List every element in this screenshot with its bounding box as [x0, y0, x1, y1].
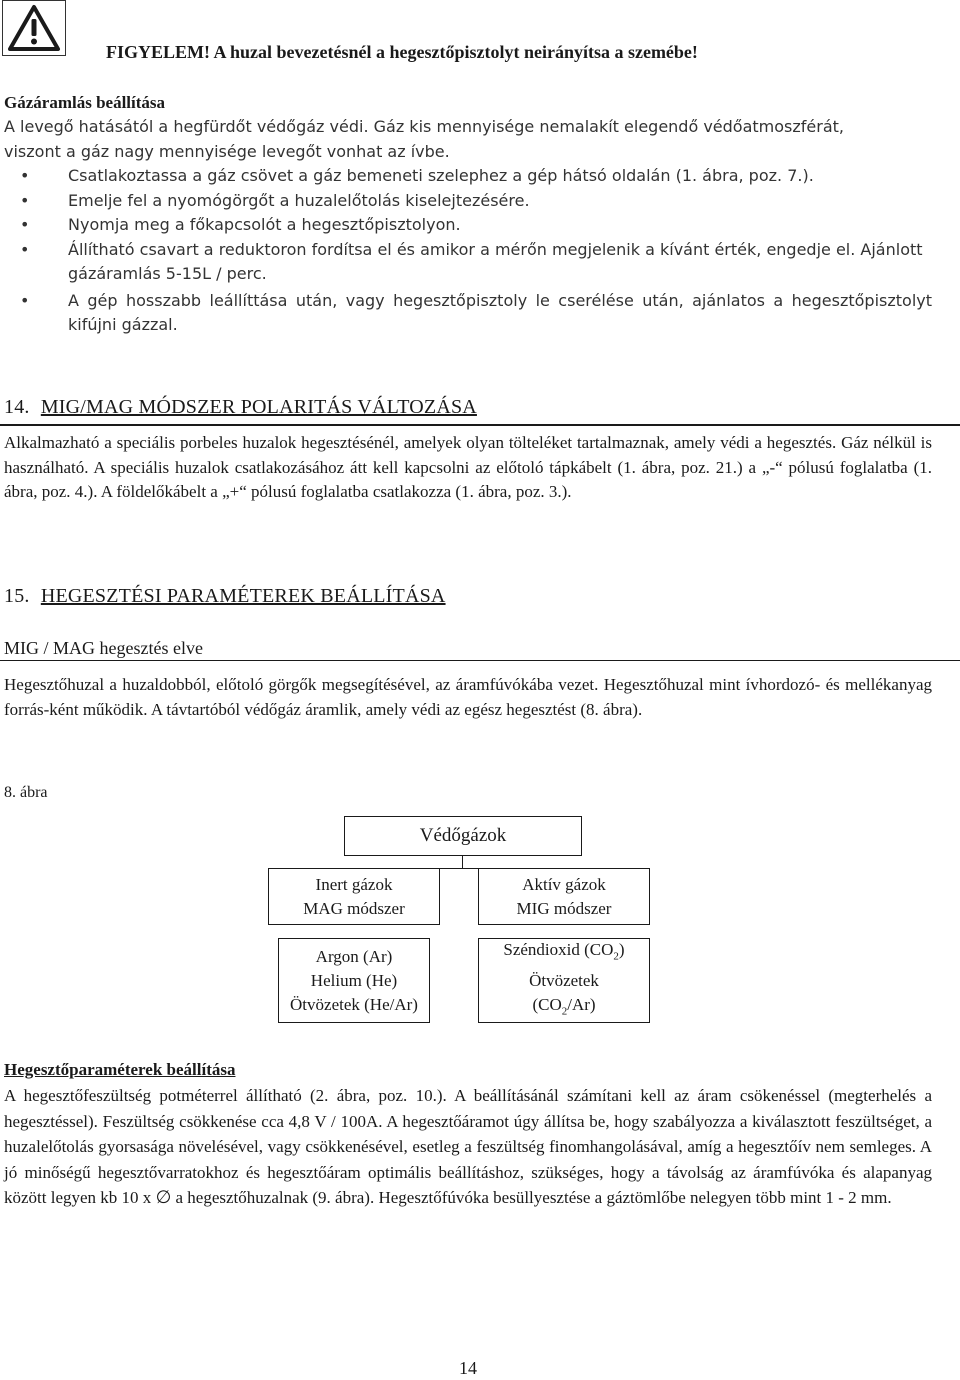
section-14-body: Alkalmazható a speciális porbeles huzalok hegesztésénél, amelyek olyan tölteléket tartalmaznak, amely védi a hegesztés. Gáz nélkül is használható. A speciális huzalok csatlakozásához átt kell kapcsolni az előtoló tápkábelt (1. ábra, poz. 21.) a „-“ pólusú foglalatba (1. ábra, poz. 4.). A földelőkábelt a „+“ pólusú foglalatba csatlakozza (1. ábra, poz. 3.).: [4, 433, 932, 501]
connector-line: [462, 856, 463, 868]
section-15-body: Hegesztőhuzal a huzaldobból, előtoló görgők megsegítésével, az áramfúvókába vezet. Hegesztőhuzal mint ívhordozó- és mellékanyag forrás-ként működik. A távtartóból védőgáz áramlik, amely védi az egész hegesztést (8. ábra).: [4, 675, 932, 719]
page-number: 14: [459, 1358, 477, 1378]
list-item: • Nyomja meg a főkapcsolót a hegesztőpisztolyon.: [20, 213, 932, 238]
diagram-inert-box: Inert gázok MAG módszer: [268, 868, 440, 925]
gas-intro-line-2: viszont a gáz nagy mennyisége levegőt vonhat az ívbe.: [4, 142, 450, 161]
section-number: 15.: [4, 585, 30, 607]
bullet-icon: •: [20, 215, 30, 234]
list-item: • A gép hosszabb leállíttása után, vagy hegesztőpisztoly le cserélése után, ajánlatos a hegesztőpisztolyt kifújni gázzal.: [20, 289, 932, 338]
section-title: HEGESZTÉSI PARAMÉTEREK BEÁLLÍTÁSA: [40, 585, 446, 607]
diameter-icon: ∅: [155, 1187, 172, 1208]
diagram-root-box: Védőgázok: [344, 816, 582, 856]
params-body: A hegesztőfeszültség potméterrel állítható (2. ábra, poz. 10.). A beállításánál számítani kell az áram csökenéssel (megterhelés a hegesztéssel). Feszültség csökkenése cca 4,8 V / 100A. A hegesztőáramot úgy állítsa be, hogy szabályozza a kiválasztott feszültséget, a huzalelőtolás gyorsasága növelésével, vagy csökkenésével, esetleg a feszültség finomhangolásával, amíg a hegesztőív nem semleges. A jó minőségű hegesztővarratokhoz és hegesztőáram optimális beállításhoz, szükséges, hogy a távolság az áramfúvóka és alapanyag között legyen kb 10 x ∅ a hegesztőhuzalnak (9. ábra). Hegesztőfúvóka besüllyesztése a gáztömlőbe nelegyen több mint 1 - 2 mm.: [4, 1086, 932, 1208]
section-title: MIG/MAG MÓDSZER POLARITÁS VÁLTOZÁSA: [40, 396, 477, 418]
list-item: • Emelje fel a nyomógörgőt a huzalelőtolás kiselejtezésére.: [20, 189, 932, 214]
diagram-inert-gases-box: Argon (Ar) Helium (He) Ötvözetek (He/Ar): [278, 938, 430, 1023]
mig-mag-subheading: MIG / MAG hegesztés elve: [4, 638, 203, 658]
bullet-icon: •: [20, 166, 30, 185]
diagram-active-gases-box: Széndioxid $(CO_2)$ Ötvözetek $(CO_2/Ar)$: [478, 938, 650, 1023]
bullet-icon: •: [20, 239, 30, 259]
params-heading: Hegesztőparaméterek beállítása: [4, 1060, 236, 1079]
gas-intro-line-1: A levegő hatásától a hegfürdőt védőgáz védi. Gáz kis mennyisége nemalakít elegendő védőatmoszférát,: [4, 117, 844, 136]
warning-text: FIGYELEM! A huzal bevezetésnél a hegesztőpisztolyt neirányítsa a szemébe!: [106, 42, 698, 62]
bullet-icon: •: [20, 190, 30, 210]
diagram-active-box: Aktív gázok MIG módszer: [478, 868, 650, 925]
bullet-icon: •: [20, 290, 30, 310]
list-item: • Csatlakoztassa a gáz csövet a gáz bemeneti szelephez a gép hátsó oldalán (1. ábra, poz. 7.).: [20, 164, 932, 189]
section-number: 14.: [4, 396, 30, 418]
list-item: • Állítható csavart a reduktoron fordítsa el és amikor a mérőn megjelenik a kívánt érték, engedje el. Ajánlott gázáramlás 5-15L / perc.: [20, 238, 932, 287]
figure-label: 8. ábra: [4, 784, 48, 801]
gas-flow-heading: Gázáramlás beállítása: [4, 93, 166, 112]
